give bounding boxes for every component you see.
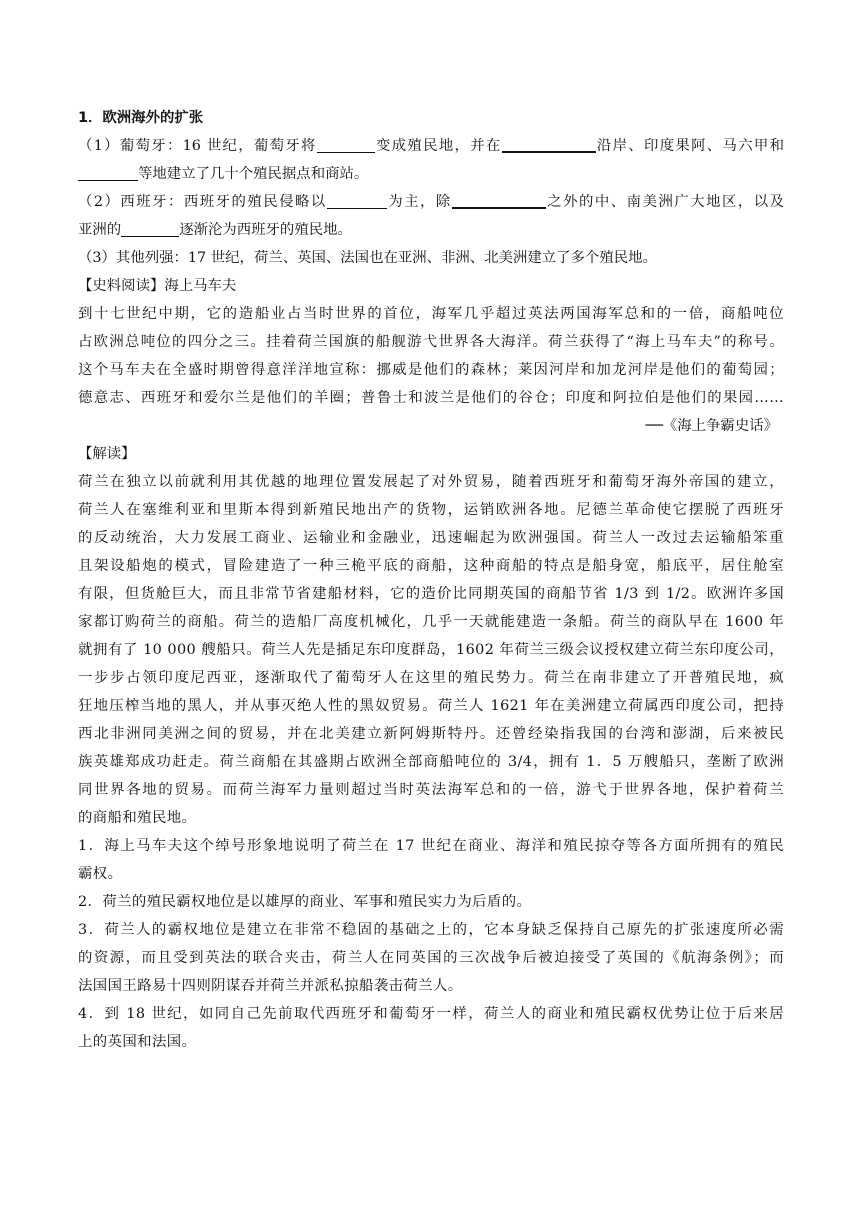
reading-source: ──《海上争霸史话》 <box>645 418 778 434</box>
spain-line-1 <box>78 188 784 216</box>
key-points <box>78 832 784 1056</box>
point-line: 霸权。 <box>78 866 123 882</box>
interpretation-line: 族英雄郑成功赶走。荷兰商船在其盛期占欧洲全部商船吨位的 3/4，拥有 1．5 万艘船只，垄断了欧洲 <box>78 754 784 770</box>
spain-text-b: 为主，除 <box>386 194 452 210</box>
spain-text-e: 逐渐沦为西班牙的殖民地。 <box>179 222 352 238</box>
interpretation-line: 就拥有了 10 000 艘船只。荷兰人先是插足东印度群岛，1602 年荷兰三级会议授权建立荷兰东印度公司， <box>78 642 784 658</box>
spain-line-2 <box>78 216 784 244</box>
point-line: 1．海上马车夫这个绰号形象地说明了荷兰在 17 世纪在商业、海洋和殖民掠夺等各方面所拥有的殖民 <box>78 838 784 854</box>
point-line: 的资源，而且受到英法的联合夹击，荷兰人在同英国的三次战争后被迫接受了英国的《航海条例》；而 <box>78 950 784 966</box>
spain-text-a: （2）西班牙：西班牙的殖民侵略以 <box>78 194 327 210</box>
interpretation-title: 【解读】 <box>78 446 136 462</box>
interpretation-line: 一步步占领印度尼西亚，逐渐取代了葡萄牙人在这里的殖民势力。荷兰在南非建立了开普殖民地，疯 <box>78 670 784 686</box>
interpretation-passage <box>78 468 784 832</box>
point-line: 法国国王路易十四则阴谋吞并荷兰并派私掠船袭击荷兰人。 <box>78 978 463 994</box>
interpretation-line: 家都订购荷兰的商船。荷兰的造船厂高度机械化，几乎一天就能建造一条船。荷兰的商队早在 1600 年 <box>78 614 784 630</box>
portugal-text-c: 沿岸、印度果阿、马六甲和 <box>595 138 784 154</box>
reading-title: 【史料阅读】海上马车夫 <box>78 278 237 294</box>
interpretation-line: 西北非洲同美洲之间的贸易，并在北美建立新阿姆斯特丹。还曾经染指我国的台湾和澎湖，后来被民 <box>78 726 784 742</box>
fill-blank-4[interactable] <box>327 192 387 209</box>
interpretation-line: 且架设船炮的模式，冒险建造了一种三桅平底的商船，这种商船的特点是船身宽，船底平，居住舱室 <box>78 558 784 574</box>
reading-line: 占欧洲总吨位的四分之三。挂着荷兰国旗的船舰游弋世界各大海洋。荷兰获得了“海上马车夫”的称号。 <box>78 334 784 350</box>
point-line: 上的英国和法国。 <box>78 1034 197 1050</box>
reading-line: 这个马车夫在全盛时期曾得意洋洋地宣称：挪威是他们的森林；莱因河岸和加龙河岸是他们的葡萄园； <box>78 362 784 378</box>
point-line: 2．荷兰的殖民霸权地位是以雄厚的商业、军事和殖民实力为后盾的。 <box>78 894 532 910</box>
fill-blank-5[interactable] <box>452 191 546 209</box>
spain-text-c: 之外的中、南美洲广大地区，以及 <box>545 194 784 210</box>
other-powers-line: （3）其他列强：17 世纪，荷兰、英国、法国也在亚洲、非洲、北美洲建立了多个殖民地。 <box>78 250 657 266</box>
fill-blank-1[interactable] <box>317 136 375 153</box>
portugal-text-b: 变成殖民地，并在 <box>374 138 502 154</box>
interpretation-line: 有限，但货舱巨大，而且非常节省建船材料，它的造价比同期英国的商船节省 1/3 到 1/2。欧洲许多国 <box>78 586 784 602</box>
fill-blank-2[interactable] <box>502 135 596 153</box>
point-line: 4．到 18 世纪，如同自己先前取代西班牙和葡萄牙一样，荷兰人的商业和殖民霸权优势让位于后来居 <box>78 1006 784 1022</box>
portugal-text-d: 等地建立了几十个殖民据点和商站。 <box>138 166 369 182</box>
reading-passage <box>78 300 784 440</box>
reading-line: 到十七世纪中期，它的造船业占当时世界的首位，海军几乎超过英法两国海军总和的一倍，商船吨位 <box>78 306 784 322</box>
interpretation-line: 荷兰在独立以前就利用其优越的地理位置发展起了对外贸易，随着西班牙和葡萄牙海外帝国的建立， <box>78 474 784 490</box>
portugal-line-2 <box>78 160 784 188</box>
fill-blank-6[interactable] <box>121 220 179 237</box>
portugal-line-1 <box>78 132 784 160</box>
reading-line: 德意志、西班牙和爱尔兰是他们的羊圈；普鲁士和波兰是他们的谷仓；印度和阿拉伯是他们的果园…… <box>78 390 784 406</box>
fill-blank-3[interactable] <box>78 164 138 181</box>
interpretation-line: 的商船和殖民地。 <box>78 810 197 826</box>
interpretation-line: 同世界各地的贸易。而荷兰海军力量则超过当时英法海军总和的一倍，游弋于世界各地，保护着荷兰 <box>78 782 784 798</box>
interpretation-line: 狂地压榨当地的黑人，并从事灭绝人性的黑奴贸易。荷兰人 1621 年在美洲建立荷属西印度公司，把持 <box>78 698 784 714</box>
interpretation-line: 的反动统治，大力发展工商业、运输业和金融业，迅速崛起为欧洲强国。荷兰人一改过去运输船笨重 <box>78 530 784 546</box>
point-line: 3．荷兰人的霸权地位是建立在非常不稳固的基础之上的，它本身缺乏保持自己原先的扩张速度所必需 <box>78 922 784 938</box>
section-heading: 1．欧洲海外的扩张 <box>78 110 204 126</box>
spain-text-d: 亚洲的 <box>78 222 122 238</box>
interpretation-line: 荷兰人在塞维利亚和里斯本得到新殖民地出产的货物，运销欧洲各地。尼德兰革命使它摆脱了西班牙 <box>78 502 784 518</box>
portugal-text-a: （1）葡萄牙：16 世纪，葡萄牙将 <box>78 138 317 154</box>
document-page <box>78 104 784 1056</box>
